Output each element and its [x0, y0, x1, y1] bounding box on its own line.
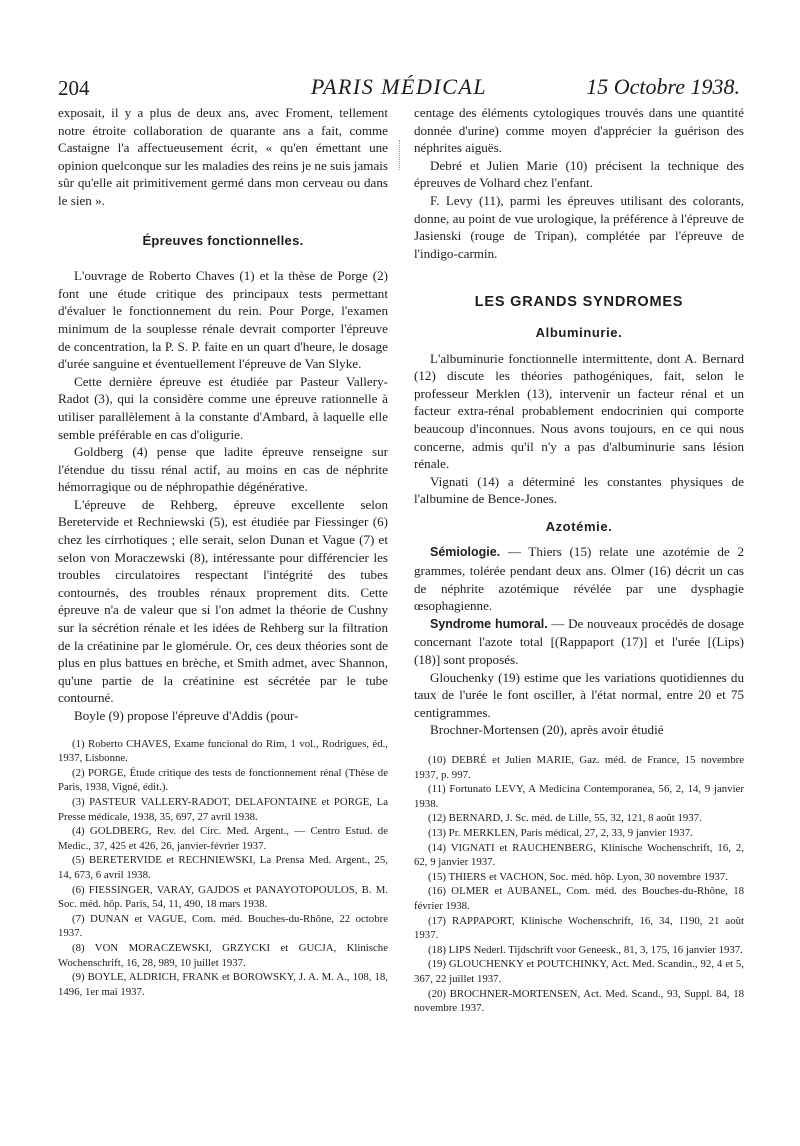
paragraph: L'albuminurie fonctionnelle intermittente, dont A. Bernard (12) discute les théories pathogéniques, fait, selon le professeur Merklen (13), intervenir un facteur rénal et un facteur extra-rénal probablement endocrinien qui comporte beaucoup d'inconnues. Nous avons toujours, en ce qui nous concerne, admis qu'il n'y a pas d'albuminurie sans lésion rénale.	[414, 350, 744, 472]
paragraph: centage des éléments cytologiques trouvés dans une quantité donnée d'urine) comme moyen d'apprécier la guérison des néphrites aiguës.	[414, 105, 744, 156]
footnote: (18) LIPS Nederl. Tijdschrift voor Geneesk., 81, 3, 175, 16 janvier 1937.	[428, 943, 743, 956]
paragraph: Brochner-Mortensen (20), après avoir étudié	[430, 722, 664, 738]
footnote: (17) RAPPAPORT, Klinische Wochenschrift, 16, 34, 1190, 21 août 1937.	[414, 914, 744, 942]
footnote: (4) GOLDBERG, Rev. del Circ. Med. Argent., — Centro Estud. de Medic., 37, 425 et 426, 26, janvier-février 1937.	[58, 825, 388, 852]
footnote: (12) BERNARD, J. Sc. méd. de Lille, 55, 32, 121, 8 août 1937.	[428, 812, 702, 825]
footnote: (9) BOYLE, ALDRICH, FRANK et BOROWSKY, J. A. M. A., 108, 18, 1496, 1er mai 1937.	[58, 971, 388, 998]
runin-label-humoral: Syndrome humoral.	[430, 616, 548, 631]
journal-title: PARIS MÉDICAL	[310, 74, 488, 99]
footnotes-right	[414, 753, 744, 1016]
section-heading-grands-syndromes: LES GRANDS SYNDROMES	[474, 294, 684, 311]
paragraph: Cette dernière épreuve est étudiée par Pasteur Vallery-Radot (3), qui la considère comme une épreuve rationnelle à utiliser parallèlement à la constante d'Ambard, à laquelle elle semble préférable en cas d'oligurie.	[58, 373, 388, 442]
right-column	[414, 104, 744, 1016]
left-column	[58, 104, 388, 999]
paragraph: Vignati (14) a déterminé les constantes physiques de l'albumine de Bence-Jones.	[414, 473, 744, 507]
runin-label-semiologie: Sémiologie.	[430, 545, 501, 560]
footnote: (10) DEBRÉ et Julien MARIE, Gaz. méd. de France, 15 novembre 1937, p. 997.	[414, 754, 744, 781]
paragraph-text: — Thiers (15) relate une azotémie de 2 grammes, tolérée pendant deux ans. Olmer (16) décrit un cas de néphrite azotémique révélée par une dysphagie œsophagienne.	[414, 544, 744, 614]
footnote: (5) BERETERVIDE et RECHNIEWSKI, La Prensa Med. Argent., 25, 14, 673, 6 avril 1938.	[58, 854, 388, 881]
footnote: (6) FIESSINGER, VARAY, GAJDOS et PANAYOTOPOULOS, B. M. Soc. méd. hôp. Paris, 54, 11, 490, 18 mars 1938.	[58, 883, 388, 911]
footnote: (19) GLOUCHENKY et POUTCHINKY, Act. Med. Scandin., 92, 4 et 5, 367, 22 juillet 1937.	[414, 958, 744, 985]
footnote: (8) VON MORACZEWSKI, GRZYCKI et GUCJA, Klinische Wochenschrift, 16, 28, 989, 10 juillet 1937.	[58, 941, 388, 969]
footnote: (16) OLMER et AUBANEL, Com. méd. des Bouches-du-Rhône, 18 février 1938.	[414, 885, 744, 912]
paragraph-semiologie	[414, 543, 744, 614]
footnotes-left	[58, 737, 388, 1000]
footnote: (13) Pr. MERKLEN, Paris médical, 27, 2, 33, 9 janvier 1937.	[428, 826, 693, 839]
paragraph: F. Levy (11), parmi les épreuves utilisant des colorants, donne, au point de vue urologique, la préférence à l'épreuve de Jasienski (rouge de Tripan), complétée par l'épreuve de l'indigo-carmin.	[414, 192, 744, 261]
paragraph: L'épreuve de Rehberg, épreuve excellente selon Beretervide et Rechniewski (5), est étudiée par Fiessinger (6) chez les cirrhotiques ; elle serait, selon Dunan et Vague (7) et selon von Moraczewski (8), intéressante pour différencier les troubles circulatoires respectant l'intégrité des tubes contournés, des troubles rénaux proprement dits. Cette épreuve n'a de valeur que si l'on admet la théorie de Cushny sur la sécrétion rénale et les idées de Rehberg sur la filtration de la créatinine par le glomérule. Or, ces deux théories sont de plus en plus battues en brèche, et Smith admet, avec Shannon, qu'une partie de la créatinine est sécrétée par le tube contourné.	[58, 496, 388, 706]
intro-paragraph: exposait, il y a plus de deux ans, avec Froment, tellement notre étroite collaboration de quarante ans a fait, comme Castaigne l'a affectueusement écrit, « qu'en émettant une opinion quelconque sur les maladies des reins je ne suis jamais sûr qu'elle ait primitivement germé dans mon cerveau ou dans le sien ».	[58, 105, 388, 208]
running-header	[58, 74, 740, 106]
paragraph: L'ouvrage de Roberto Chaves (1) et la thèse de Porge (2) font une étude critique des principaux tests permettant d'évaluer le fonctionnement du rein. Pour Porge, l'examen minimum de la souplesse rénale devrait comporter l'épreuve de concentration, la P. S. P. faite en un quart d'heure, le dosage d'urée sanguine et éventuellement l'épreuve de Van Slyke.	[58, 268, 388, 372]
issue-date: 15 Octobre 1938.	[586, 74, 740, 99]
footnote: (1) Roberto CHAVES, Exame funcional do Rim, 1 vol., Rodrigues, éd., 1937, Lisbonne.	[58, 737, 388, 765]
subheading-albuminurie: Albuminurie.	[535, 324, 623, 340]
footnote: (15) THIERS et VACHON, Soc. méd. hôp. Lyon, 30 novembre 1937.	[428, 870, 728, 883]
footnote: (20) BROCHNER-MORTENSEN, Act. Med. Scand., 93, Suppl. 84, 18 novembre 1937.	[414, 987, 744, 1015]
page-number: 204	[58, 76, 90, 100]
paragraph: Glouchenky (19) estime que les variations quotidiennes du taux de l'urée le font osciller, à l'état normal, entre 20 et 75 centigrammes.	[414, 669, 744, 720]
column-divider	[399, 140, 400, 170]
subheading-azotemie: Azotémie.	[545, 518, 613, 534]
footnote: (3) PASTEUR VALLERY-RADOT, DELAFONTAINE et PORGE, La Presse médicale, 1938, 35, 697, 27 avril 1938.	[58, 795, 388, 823]
footnote: (7) DUNAN et VAGUE, Com. méd. Bouches-du-Rhône, 22 octobre 1937.	[58, 912, 388, 940]
paragraph-humoral	[414, 615, 744, 669]
footnote: (14) VIGNATI et RAUCHENBERG, Klinische Wochenschrift, 16, 2, 62, 9 janvier 1937.	[414, 841, 744, 869]
paragraph-text: — De nouveaux procédés de dosage concernant l'azote total [(Rappaport (17)] et l'urée [(Lips) (18)] sont proposés.	[414, 615, 744, 668]
paragraph: Debré et Julien Marie (10) précisent la technique des épreuves de Volhard chez l'enfant.	[414, 157, 744, 191]
section-heading-epreuves: Épreuves fonctionnelles.	[142, 232, 304, 248]
paragraph: Goldberg (4) pense que ladite épreuve renseigne sur l'étendue du tissu rénal actif, au moins en cas de néphrite hémorragique ou de néphropathie dégénérative.	[58, 444, 388, 495]
paragraph: Boyle (9) propose l'épreuve d'Addis (pour-	[74, 708, 299, 723]
footnote: (11) Fortunato LEVY, A Medicina Contemporanea, 56, 2, 14, 9 janvier 1938.	[414, 783, 744, 810]
footnote: (2) PORGE, Étude critique des tests de fonctionnement rénal (Thèse de Paris, 1938, Vigné, édit.).	[58, 766, 388, 794]
